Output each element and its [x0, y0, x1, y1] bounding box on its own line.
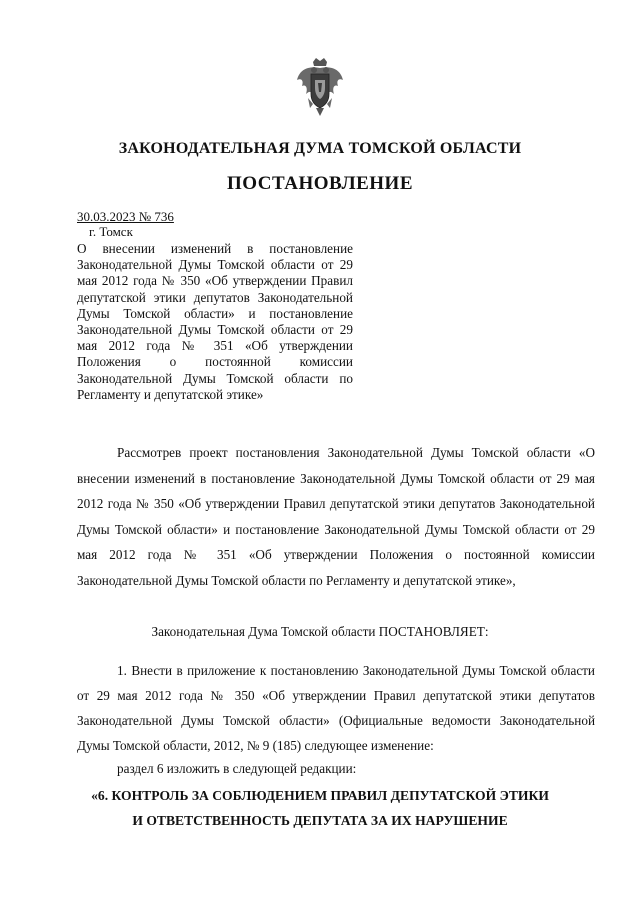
section-title-line-2: И ОТВЕТСТВЕННОСТЬ ДЕПУТАТА ЗА ИХ НАРУШЕНИЕ: [132, 813, 508, 828]
resolves-line: Законодательная Дума Томской области ПОСТАНОВЛЯЕТ:: [151, 624, 489, 639]
item-1-subline: раздел 6 изложить в следующей редакции:: [117, 761, 357, 776]
document-subject: О внесении изменений в постановление Законодательной Думы Томской области от 29 мая 2012 года № 350 «Об утверждении Правил депутатской этики депутатов Законодательной Думы Томской области» и постановление Законодательной Думы Томской области от 29 мая 2012 года № 351 «Об утверждении Положения о постоянной комиссии Законодательной Думы Томской области по Регламенту и депутатской этике»: [77, 241, 353, 402]
organization-name: ЗАКОНОДАТЕЛЬНАЯ ДУМА ТОМСКОЙ ОБЛАСТИ: [118, 140, 522, 157]
city-label: г. Томск: [89, 224, 133, 239]
coat-of-arms-icon: [296, 58, 344, 118]
preamble-paragraph: Рассмотрев проект постановления Законодательной Думы Томской области «О внесении изменений в постановление Законодательной Думы Томской области от 29 мая 2012 года № 350 «Об утверждении Правил депутатской этики депутатов Законодательной Думы Томской области» и постановление Законодательной Думы Томской области от 29 мая 2012 года № 351 «Об утверждении Положения о постоянной комиссии Законодательной Думы Томской области по Регламенту и депутатской этике»,: [77, 445, 595, 588]
item-1-paragraph: 1. Внести в приложение к постановлению Законодательной Думы Томской области от 29 мая 2012 года № 350 «Об утверждении Правил депутатской этики депутатов Законодательной Думы Томской области» (Официальные ведомости Законодательной Думы Томской области, 2012, № 9 (185) следующее изменение:: [77, 663, 595, 753]
document-type-title: ПОСТАНОВЛЕНИЕ: [226, 173, 414, 194]
date-and-number: 30.03.2023 № 736: [77, 209, 174, 224]
section-title-line-1: «6. КОНТРОЛЬ ЗА СОБЛЮДЕНИЕМ ПРАВИЛ ДЕПУТАТСКОЙ ЭТИКИ: [91, 788, 549, 803]
section-6-title: [0, 783, 640, 833]
